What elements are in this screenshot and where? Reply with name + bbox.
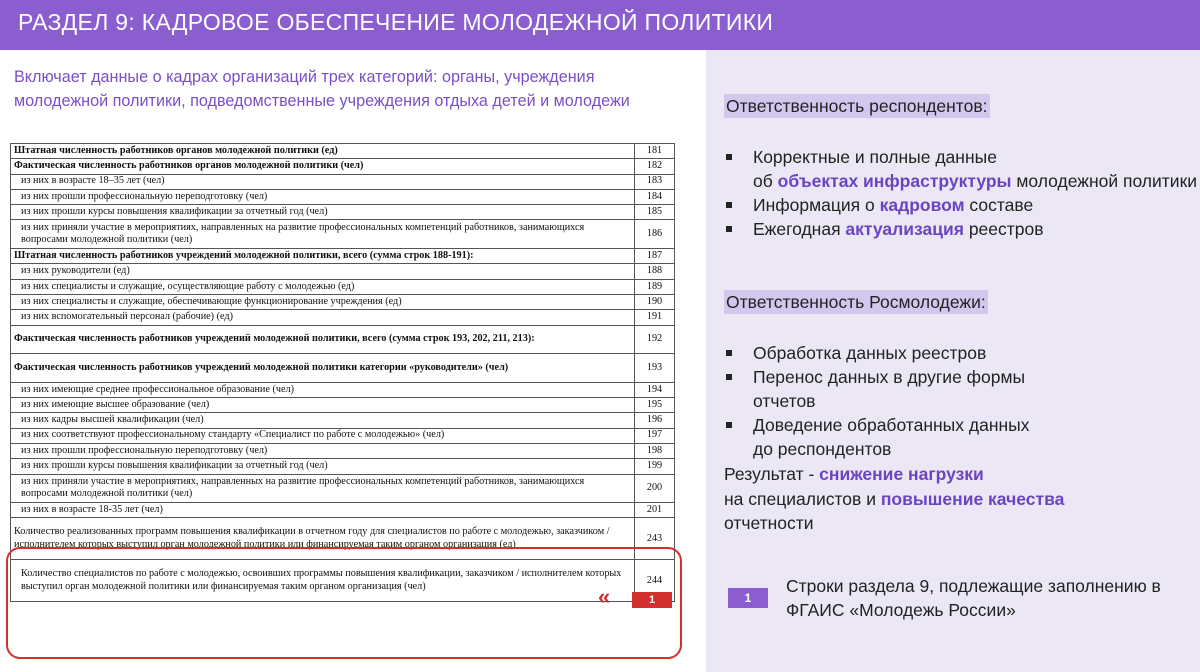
respondents-list <box>724 145 1197 241</box>
row-label: Штатная численность работников органов молодежной политики (ед) <box>11 144 635 159</box>
list-item: Перенос данных в другие формы отчетов <box>724 365 1084 413</box>
row-number: 197 <box>635 428 675 443</box>
table-row <box>11 503 675 518</box>
table-row <box>11 459 675 474</box>
row-number: 184 <box>635 189 675 204</box>
rosmolodezh-heading: Ответственность Росмолодежи: <box>726 292 986 312</box>
row-number: 185 <box>635 205 675 220</box>
row-number: 182 <box>635 159 675 174</box>
row-number: 190 <box>635 294 675 309</box>
table-row <box>11 354 675 383</box>
slide-header <box>0 0 1200 50</box>
row-number: 194 <box>635 382 675 397</box>
row-label: из них прошли курсы повышения квалификации за отчетный год (чел) <box>11 205 635 220</box>
table-row <box>11 428 675 443</box>
list-item: Информация о кадровом составе <box>724 193 1197 217</box>
row-number: 199 <box>635 459 675 474</box>
note-badge: 1 <box>728 588 768 608</box>
table-row <box>11 398 675 413</box>
row-number: 200 <box>635 474 675 503</box>
row-number: 189 <box>635 279 675 294</box>
table-row <box>11 310 675 325</box>
list-item: Корректные и полные данные об объектах инфраструктуры молодежной политики <box>724 145 1197 193</box>
table-row <box>11 474 675 503</box>
row-label: Количество специалистов по работе с молодежью, освоивших программы повышения квалификации, заказчиком / исполнителем которых выступил орган молодежной политики или финансируемая таким органом организация (чел) <box>11 560 635 602</box>
rosmolodezh-list <box>724 341 1084 461</box>
list-item: Обработка данных реестров <box>724 341 1084 365</box>
section-9-table <box>10 143 675 602</box>
row-number: 243 <box>635 518 675 560</box>
table-row <box>11 249 675 264</box>
row-label: из них имеющие высшее образование (чел) <box>11 398 635 413</box>
note-text: Строки раздела 9, подлежащие заполнению в ФГАИС «Молодежь России» <box>786 576 1161 620</box>
table-row <box>11 189 675 204</box>
table-row <box>11 144 675 159</box>
row-label: из них имеющие среднее профессиональное образование (чел) <box>11 382 635 397</box>
respondents-heading: Ответственность респондентов: <box>726 96 988 116</box>
row-label: Фактическая численность работников учреждений молодежной политики категории «руководители» (чел) <box>11 354 635 383</box>
table-row <box>11 294 675 309</box>
table-row <box>11 159 675 174</box>
row-label: из них в возрасте 18-35 лет (чел) <box>11 503 635 518</box>
row-label: Фактическая численность работников учреждений молодежной политики, всего (сумма строк 193, 202, 211, 213): <box>11 325 635 354</box>
row-label: из них приняли участие в мероприятиях, направленных на развитие профессиональных компетенций работников, занимающихся вопросами молодежной политики (чел) <box>11 220 635 249</box>
row-number: 191 <box>635 310 675 325</box>
row-number: 188 <box>635 264 675 279</box>
row-number: 186 <box>635 220 675 249</box>
row-number: 195 <box>635 398 675 413</box>
row-label: Фактическая численность работников органов молодежной политики (чел) <box>11 159 635 174</box>
list-item: Ежегодная актуализация реестров <box>724 217 1197 241</box>
chevrons-left-icon: « <box>598 584 611 609</box>
row-label: Количество реализованных программ повышения квалификации в отчетном году для специалистов по работе с молодежью, заказчиком / исполнителем которых выступил орган молодежной политики или финансируемая таким органом организация (ед) <box>11 518 635 560</box>
table-body <box>11 144 675 602</box>
table-row <box>11 205 675 220</box>
slide-title: РАЗДЕЛ 9: КАДРОВОЕ ОБЕСПЕЧЕНИЕ МОЛОДЕЖНОЙ ПОЛИТИКИ <box>18 9 774 35</box>
row-number: 244 <box>635 560 675 602</box>
table-row <box>11 325 675 354</box>
intro-text: Включает данные о кадрах организаций трех категорий: органы, учреждения молодежной политики, подведомственные учреждения отдыха детей и молодежи <box>14 68 630 110</box>
row-label: из них специалисты и служащие, осуществляющие работу с молодежью (ед) <box>11 279 635 294</box>
row-label: из них прошли курсы повышения квалификации за отчетный год (чел) <box>11 459 635 474</box>
row-label: из них руководители (ед) <box>11 264 635 279</box>
result-text: Результат - снижение нагрузки на специалистов и повышение качества отчетности <box>724 464 1065 533</box>
row-label: из них вспомогательный персонал (рабочие) (ед) <box>11 310 635 325</box>
row-label: Штатная численность работников учреждений молодежной политики, всего (сумма строк 188-191): <box>11 249 635 264</box>
table-row <box>11 382 675 397</box>
row-number: 198 <box>635 443 675 458</box>
row-label: из них приняли участие в мероприятиях, направленных на развитие профессиональных компетенций работников, занимающихся вопросами молодежной политики (чел) <box>11 474 635 503</box>
row-number: 187 <box>635 249 675 264</box>
row-number: 181 <box>635 144 675 159</box>
row-number: 183 <box>635 174 675 189</box>
table-row <box>11 220 675 249</box>
row-number: 192 <box>635 325 675 354</box>
table-row <box>11 279 675 294</box>
row-label: из них соответствуют профессиональному стандарту «Специалист по работе с молодежью» (чел) <box>11 428 635 443</box>
row-number: 201 <box>635 503 675 518</box>
row-label: из них кадры высшей квалификации (чел) <box>11 413 635 428</box>
list-item: Доведение обработанных данных до респондентов <box>724 413 1084 461</box>
table-row <box>11 174 675 189</box>
row-label: из них в возрасте 18–35 лет (чел) <box>11 174 635 189</box>
row-label: из них специалисты и служащие, обеспечивающие функционирование учреждения (ед) <box>11 294 635 309</box>
highlight-frame <box>6 547 682 659</box>
row-number: 196 <box>635 413 675 428</box>
table-row <box>11 413 675 428</box>
row-label: из них прошли профессиональную переподготовку (чел) <box>11 443 635 458</box>
row-label: из них прошли профессиональную переподготовку (чел) <box>11 189 635 204</box>
table-row <box>11 443 675 458</box>
row-number: 193 <box>635 354 675 383</box>
table-row <box>11 264 675 279</box>
highlight-badge: 1 <box>632 592 672 608</box>
